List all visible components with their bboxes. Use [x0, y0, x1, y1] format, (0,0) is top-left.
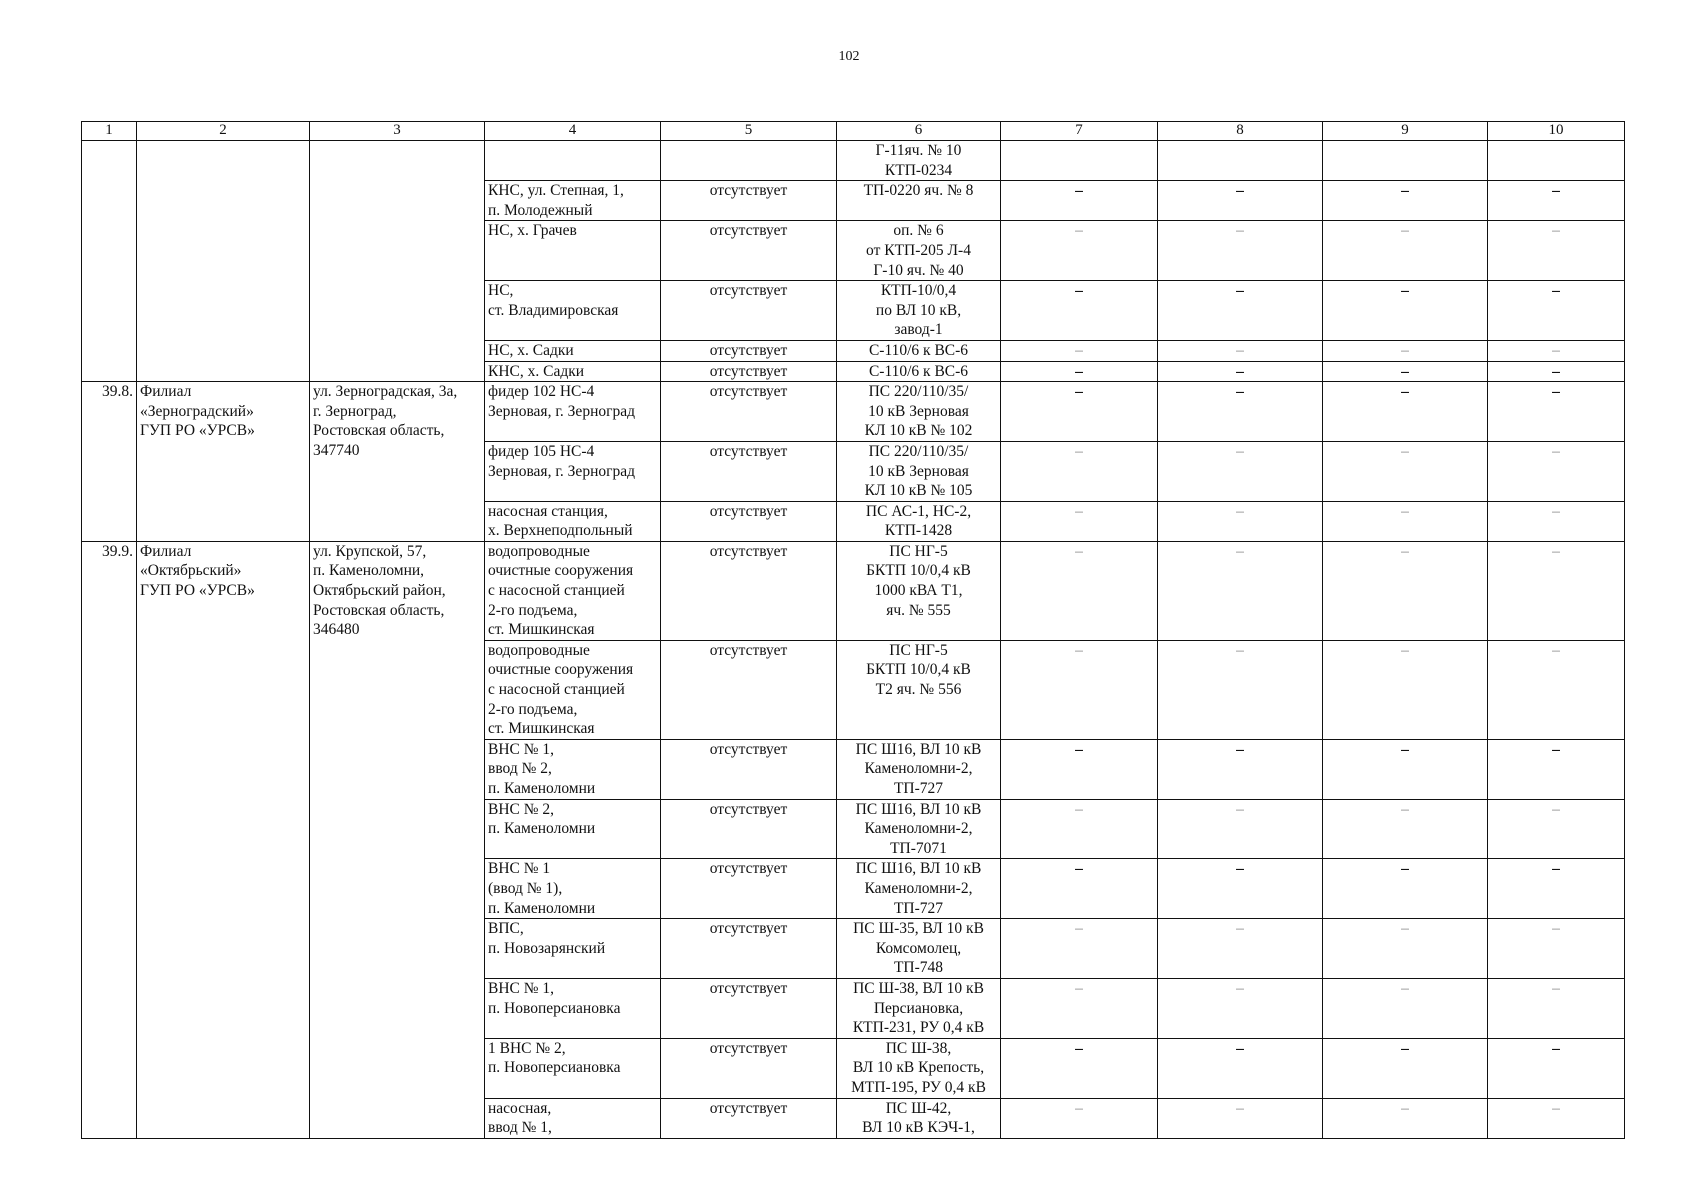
dash-cell: [1323, 141, 1488, 181]
cell-line: с насосной станцией: [488, 582, 625, 600]
facility-cell: [485, 501, 661, 541]
connection-point-cell: [837, 640, 1001, 739]
dash-cell: –: [1158, 221, 1323, 281]
dash-cell: –: [1323, 799, 1488, 859]
cell-line: БКТП 10/0,4 кВ: [866, 562, 971, 580]
cell-line: ПС 220/110/35/: [868, 383, 969, 401]
cell-line: 10 кВ Зерновая: [868, 402, 969, 420]
dash-cell: –: [1158, 501, 1323, 541]
dash-cell: –: [1488, 281, 1625, 341]
facility-cell: [485, 382, 661, 442]
dash-cell: –: [1323, 501, 1488, 541]
cell-line: «Октябрьский»: [140, 562, 242, 580]
cell-line: 346480: [313, 621, 360, 639]
cell-line: Зерновая, г. Зерноград: [488, 402, 635, 420]
cell-line: КЛ 10 кВ № 105: [864, 482, 973, 500]
cell-line: КТП-10/0,4: [880, 282, 957, 300]
dash-cell: –: [1001, 859, 1158, 919]
dash-cell: –: [1323, 221, 1488, 281]
dash-cell: –: [1323, 859, 1488, 919]
column-header: 6: [837, 122, 1001, 141]
dash-cell: –: [1323, 541, 1488, 640]
power-source-cell: отсутствует: [661, 181, 837, 221]
dash-cell: –: [1001, 919, 1158, 979]
table-row: [82, 541, 1625, 640]
column-header: 5: [661, 122, 837, 141]
power-source-cell: отсутствует: [661, 919, 837, 979]
cell-line: Каменоломни-2,: [864, 820, 973, 838]
power-source-cell: отсутствует: [661, 1098, 837, 1138]
cell-line: БКТП 10/0,4 кВ: [866, 661, 971, 679]
connection-point-cell: [837, 361, 1001, 382]
page-number: 102: [838, 49, 860, 64]
facility-cell: [485, 281, 661, 341]
cell-line: НС,: [488, 282, 514, 300]
dash-cell: –: [1488, 361, 1625, 382]
cell-line: п. Каменоломни: [488, 780, 596, 797]
dash-cell: –: [1158, 281, 1323, 341]
cell-line: Каменоломни-2,: [864, 760, 973, 778]
facility-cell: [485, 739, 661, 799]
cell-line: п. Молодежный: [488, 201, 593, 219]
cell-line: п. Каменоломни: [488, 899, 596, 917]
cell-line: Филиал: [140, 383, 192, 401]
connection-point-cell: [837, 382, 1001, 442]
power-source-cell: отсутствует: [661, 1038, 837, 1098]
header-row: [82, 122, 1625, 141]
cell-line: ВЛ 10 кВ Крепость,: [852, 1059, 985, 1077]
cell-line: п. Новозарянский: [488, 939, 606, 957]
cell-line: 10 кВ Зерновая: [868, 462, 969, 480]
dash-cell: –: [1488, 221, 1625, 281]
connection-point-cell: [837, 181, 1001, 221]
dash-cell: –: [1001, 361, 1158, 382]
cell-line: ПС Ш-35, ВЛ 10 кВ: [853, 920, 984, 938]
connection-point-cell: [837, 1098, 1001, 1138]
cell-line: очистные сооружения: [488, 661, 634, 679]
dash-cell: –: [1158, 1098, 1323, 1138]
dash-cell: –: [1158, 799, 1323, 859]
dash-cell: –: [1001, 281, 1158, 341]
dash-cell: –: [1001, 1038, 1158, 1098]
organization-cell: [137, 141, 310, 382]
dash-cell: –: [1488, 541, 1625, 640]
cell-line: С-110/6 к ВС-6: [868, 362, 969, 380]
organization-cell: [137, 541, 310, 1138]
cell-line: завод-1: [894, 321, 943, 339]
cell-line: ТП-7071: [890, 839, 947, 857]
dash-cell: –: [1323, 640, 1488, 739]
cell-line: ст. Мишкинская: [488, 720, 595, 738]
cell-line: по ВЛ 10 кВ,: [875, 301, 962, 319]
connection-point-cell: [837, 441, 1001, 501]
power-source-cell: отсутствует: [661, 361, 837, 382]
row-number-cell: 39.9.: [82, 541, 137, 1138]
cell-line: ПС АС-1, НС-2,: [865, 502, 972, 520]
dash-cell: [1158, 141, 1323, 181]
dash-cell: –: [1001, 739, 1158, 799]
power-source-cell: отсутствует: [661, 640, 837, 739]
cell-line: фидер 102 НС-4: [488, 383, 595, 401]
facility-cell: [485, 541, 661, 640]
connection-point-cell: [837, 141, 1001, 181]
cell-line: ВПС,: [488, 920, 524, 938]
connection-point-cell: [837, 799, 1001, 859]
connection-point-cell: [837, 501, 1001, 541]
cell-line: ПС Ш-38,: [885, 1039, 952, 1057]
dash-cell: –: [1001, 978, 1158, 1038]
facility-cell: [485, 1038, 661, 1098]
cell-line: ПС Ш-38, ВЛ 10 кВ: [853, 979, 984, 997]
column-header: 9: [1323, 122, 1488, 141]
cell-line: 1 ВНС № 2,: [488, 1039, 566, 1057]
dash-cell: –: [1323, 978, 1488, 1038]
column-header: 8: [1158, 122, 1323, 141]
connection-point-cell: [837, 541, 1001, 640]
connection-point-cell: [837, 739, 1001, 799]
power-source-cell: отсутствует: [661, 281, 837, 341]
cell-line: Филиал: [140, 542, 192, 560]
dash-cell: –: [1323, 919, 1488, 979]
cell-line: ул. Крупской, 57,: [313, 542, 427, 560]
dash-cell: –: [1488, 640, 1625, 739]
connection-point-cell: [837, 1038, 1001, 1098]
cell-line: КНС, х. Садки: [488, 362, 585, 380]
dash-cell: –: [1323, 340, 1488, 361]
dash-cell: –: [1488, 799, 1625, 859]
dash-cell: –: [1001, 382, 1158, 442]
dash-cell: –: [1001, 441, 1158, 501]
cell-line: ст. Владимировская: [488, 301, 619, 319]
cell-line: фидер 105 НС-4: [488, 442, 595, 460]
cell-line: водопроводные: [488, 641, 590, 659]
cell-line: ВНС № 2,: [488, 800, 555, 818]
cell-line: яч. № 555: [886, 601, 951, 619]
address-cell: [310, 141, 485, 382]
cell-line: ПС НГ-5: [889, 641, 948, 659]
cell-line: ТП-0220 яч. № 8: [863, 182, 974, 200]
connection-point-cell: [837, 340, 1001, 361]
cell-line: г. Зерноград,: [313, 402, 397, 420]
cell-line: оп. № 6: [893, 222, 944, 240]
address-cell: [310, 382, 485, 542]
cell-line: ТП-727: [893, 899, 944, 917]
cell-line: п. Новоперсиановка: [488, 999, 621, 1017]
cell-line: ст. Мишкинская: [488, 621, 595, 639]
connection-point-cell: [837, 221, 1001, 281]
cell-line: Ростовская область,: [313, 422, 445, 440]
dash-cell: –: [1488, 859, 1625, 919]
dash-cell: –: [1323, 181, 1488, 221]
cell-line: с насосной станцией: [488, 681, 625, 699]
cell-line: 347740: [313, 441, 360, 459]
cell-line: 1000 кВА Т1,: [874, 582, 963, 600]
cell-line: КТП-0234: [884, 161, 953, 179]
cell-line: С-110/6 к ВС-6: [868, 341, 969, 359]
power-source-cell: отсутствует: [661, 739, 837, 799]
row-number-cell: [82, 141, 137, 382]
document-table: [81, 121, 1625, 1139]
dash-cell: –: [1488, 501, 1625, 541]
dash-cell: –: [1158, 978, 1323, 1038]
cell-line: НС, х. Садки: [488, 341, 574, 359]
cell-line: ВНС № 1,: [488, 979, 555, 997]
dash-cell: –: [1323, 382, 1488, 442]
cell-line: ПС 220/110/35/: [868, 442, 969, 460]
column-header: 1: [82, 122, 137, 141]
cell-line: ввод № 2,: [488, 760, 552, 778]
facility-cell: [485, 978, 661, 1038]
cell-line: КЛ 10 кВ № 102: [864, 422, 973, 440]
cell-line: ПС Ш16, ВЛ 10 кВ: [855, 740, 982, 758]
dash-cell: –: [1158, 441, 1323, 501]
power-source-cell: отсутствует: [661, 541, 837, 640]
connection-point-cell: [837, 978, 1001, 1038]
dash-cell: –: [1323, 1038, 1488, 1098]
cell-line: МТП-195, РУ 0,4 кВ: [851, 1078, 986, 1096]
power-source-cell: отсутствует: [661, 382, 837, 442]
dash-cell: –: [1001, 501, 1158, 541]
facility-cell: [485, 859, 661, 919]
facility-cell: [485, 181, 661, 221]
cell-line: ПС Ш16, ВЛ 10 кВ: [855, 800, 982, 818]
dash-cell: –: [1488, 382, 1625, 442]
connection-point-cell: [837, 859, 1001, 919]
dash-cell: –: [1158, 919, 1323, 979]
table-row: [82, 141, 1625, 181]
facility-cell: [485, 361, 661, 382]
cell-line: х. Верхнеподпольный: [488, 522, 633, 540]
cell-line: ГУП РО «УРСВ»: [140, 582, 255, 600]
cell-line: НС, х. Грачев: [488, 222, 577, 240]
organization-cell: [137, 382, 310, 542]
cell-line: КТП-1428: [884, 522, 953, 540]
power-source-cell: отсутствует: [661, 221, 837, 281]
cell-line: от КТП-205 Л-4: [866, 241, 971, 259]
dash-cell: –: [1323, 361, 1488, 382]
connection-point-cell: [837, 281, 1001, 341]
cell-line: Комсомолец,: [875, 939, 962, 957]
cell-line: п. Новоперсиановка: [488, 1059, 621, 1077]
cell-line: КТП-231, РУ 0,4 кВ: [852, 1019, 985, 1037]
cell-line: Г-11яч. № 10: [875, 142, 962, 159]
power-source-cell: отсутствует: [661, 859, 837, 919]
column-header: 4: [485, 122, 661, 141]
cell-line: очистные сооружения: [488, 562, 634, 580]
dash-cell: –: [1323, 1098, 1488, 1138]
connection-point-cell: [837, 919, 1001, 979]
dash-cell: –: [1158, 1038, 1323, 1098]
cell-line: КНС, ул. Степная, 1,: [488, 182, 624, 200]
cell-line: «Зерноградский»: [140, 402, 254, 420]
dash-cell: –: [1323, 281, 1488, 341]
cell-line: 2-го подъема,: [488, 601, 578, 619]
cell-line: Ростовская область,: [313, 601, 445, 619]
dash-cell: –: [1158, 340, 1323, 361]
dash-cell: [1488, 141, 1625, 181]
facility-cell: [485, 340, 661, 361]
cell-line: ул. Зерноградская, 3а,: [313, 383, 458, 401]
dash-cell: –: [1001, 799, 1158, 859]
dash-cell: –: [1488, 919, 1625, 979]
dash-cell: –: [1488, 340, 1625, 361]
dash-cell: –: [1488, 739, 1625, 799]
dash-cell: –: [1158, 640, 1323, 739]
cell-line: ТП-748: [893, 959, 944, 977]
dash-cell: –: [1001, 340, 1158, 361]
dash-cell: –: [1488, 1098, 1625, 1138]
dash-cell: –: [1158, 382, 1323, 442]
cell-line: ВЛ 10 кВ КЭЧ-1,: [862, 1119, 975, 1137]
dash-cell: –: [1488, 978, 1625, 1038]
dash-cell: –: [1001, 221, 1158, 281]
cell-line: ВНС № 1: [488, 860, 551, 878]
dash-cell: –: [1488, 181, 1625, 221]
cell-line: Каменоломни-2,: [864, 879, 973, 897]
table-header: [82, 122, 1625, 141]
column-header: 3: [310, 122, 485, 141]
dash-cell: –: [1323, 739, 1488, 799]
dash-cell: –: [1158, 739, 1323, 799]
table-row: [82, 382, 1625, 442]
row-number-cell: 39.8.: [82, 382, 137, 542]
dash-cell: –: [1001, 541, 1158, 640]
facility-cell: [485, 141, 661, 181]
cell-line: водопроводные: [488, 542, 590, 560]
dash-cell: –: [1158, 859, 1323, 919]
column-header: 10: [1488, 122, 1625, 141]
dash-cell: –: [1323, 441, 1488, 501]
power-source-cell: отсутствует: [661, 441, 837, 501]
dash-cell: –: [1158, 181, 1323, 221]
cell-line: Т2 яч. № 556: [875, 681, 962, 699]
cell-line: ТП-727: [893, 780, 944, 797]
dash-cell: –: [1158, 541, 1323, 640]
cell-line: насосная станция,: [488, 502, 608, 520]
column-header: 7: [1001, 122, 1158, 141]
table-body: [82, 141, 1625, 1139]
address-cell: [310, 541, 485, 1138]
dash-cell: –: [1001, 1098, 1158, 1138]
facility-cell: [485, 919, 661, 979]
facility-cell: [485, 1098, 661, 1138]
cell-line: Октябрьский район,: [313, 582, 446, 600]
power-source-cell: отсутствует: [661, 340, 837, 361]
dash-cell: –: [1001, 640, 1158, 739]
cell-line: ВНС № 1,: [488, 740, 555, 758]
cell-line: насосная,: [488, 1099, 552, 1117]
cell-line: (ввод № 1),: [488, 879, 563, 897]
cell-line: п. Каменоломни: [488, 820, 596, 838]
cell-line: 2-го подъема,: [488, 700, 578, 718]
facility-cell: [485, 640, 661, 739]
power-source-cell: отсутствует: [661, 799, 837, 859]
dash-cell: –: [1158, 361, 1323, 382]
facility-cell: [485, 441, 661, 501]
cell-line: Персиановка,: [873, 999, 964, 1017]
cell-line: п. Каменоломни,: [313, 562, 425, 580]
dash-cell: [1001, 141, 1158, 181]
cell-line: Зерновая, г. Зерноград: [488, 462, 635, 480]
facility-cell: [485, 221, 661, 281]
dash-cell: –: [1488, 441, 1625, 501]
dash-cell: –: [1001, 181, 1158, 221]
cell-line: ПС Ш16, ВЛ 10 кВ: [855, 860, 982, 878]
cell-line: ГУП РО «УРСВ»: [140, 422, 255, 440]
power-source-cell: [661, 141, 837, 181]
column-header: 2: [137, 122, 310, 141]
cell-line: ПС НГ-5: [889, 542, 948, 560]
cell-line: Г-10 яч. № 40: [873, 261, 964, 279]
cell-line: ввод № 1,: [488, 1119, 552, 1137]
power-source-cell: отсутствует: [661, 978, 837, 1038]
power-source-cell: отсутствует: [661, 501, 837, 541]
facility-cell: [485, 799, 661, 859]
dash-cell: –: [1488, 1038, 1625, 1098]
cell-line: ПС Ш-42,: [885, 1099, 952, 1117]
